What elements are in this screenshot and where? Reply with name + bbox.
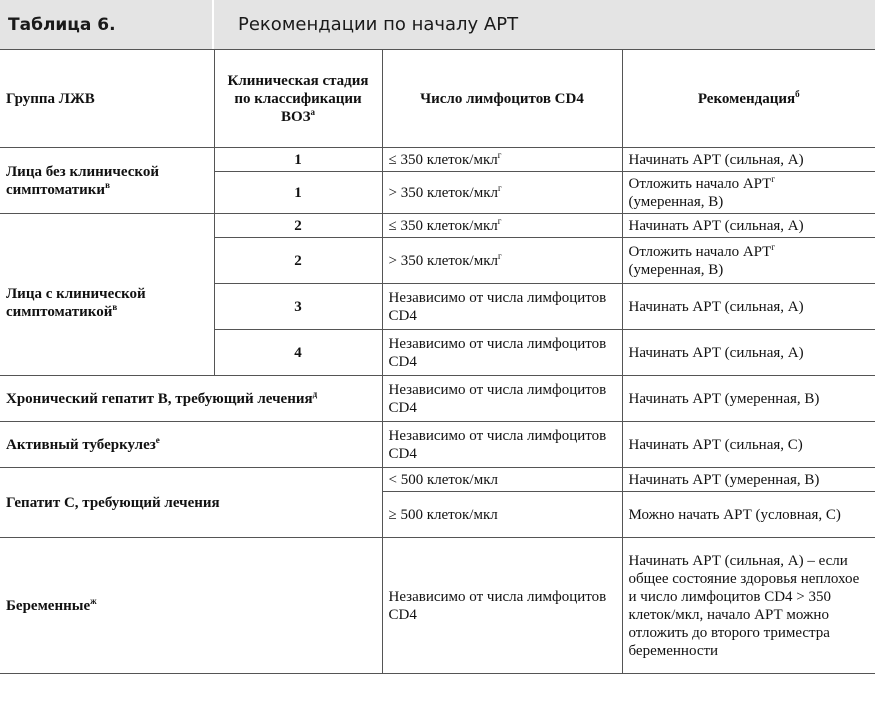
stage-cell: 3: [214, 284, 382, 330]
cd4-cell: Независимо от числа лимфоцитов CD4: [382, 422, 622, 468]
cd4-cell: > 350 клеток/мкл$^г$: [382, 238, 622, 284]
cd4-cell: Независимо от числа лимфоцитов CD4: [382, 284, 622, 330]
cd4-cell: Независимо от числа лимфоцитов CD4: [382, 376, 622, 422]
recommendation-cell: Начинать АРТ (сильная, А): [622, 214, 875, 238]
cd4-cell: Независимо от числа лимфоцитов CD4: [382, 330, 622, 376]
recommendation-cell: Можно начать АРТ (условная, С): [622, 492, 875, 538]
table-row: [0, 468, 875, 492]
group-tuberculosis: Активный туберкулез$^е$: [0, 422, 382, 468]
recommendation-cell: Начинать АРТ (сильная, А): [622, 330, 875, 376]
recommendation-cell: Начинать АРТ (сильная, А): [622, 148, 875, 172]
recommendation-cell: Начинать АРТ (умеренная, В): [622, 376, 875, 422]
cd4-cell: Независимо от числа лимфоцитов CD4: [382, 538, 622, 674]
group-hepatitis-c: Гепатит С, требующий лечения: [0, 468, 382, 538]
table-row: [0, 538, 875, 674]
table-title: Рекомендации по началу АРТ: [238, 14, 519, 35]
recommendation-cell: Отложить начало $АРТ^г$ (умеренная, В): [622, 238, 875, 284]
group-asymptomatic: Лица без клинической симптоматики$^в$: [0, 148, 214, 214]
stage-cell: 4: [214, 330, 382, 376]
table-row: [0, 214, 875, 238]
cd4-cell: > 350 клеток/мкл$^г$: [382, 172, 622, 214]
col-header-cd4: Число лимфоцитов CD4: [382, 50, 622, 148]
recommendation-cell: Начинать АРТ (сильная, С): [622, 422, 875, 468]
table-row: [0, 148, 875, 172]
recommendation-cell: Начинать АРТ (сильная, А): [622, 284, 875, 330]
table-row: [0, 376, 875, 422]
col-header-stage: Клиническая стадия по классификации $ВОЗ^а$: [214, 50, 382, 148]
table-number: Таблица 6.: [0, 0, 214, 49]
table-row: [0, 422, 875, 468]
group-hepatitis-b: Хронический гепатит В, требующий лечения$^д$: [0, 376, 382, 422]
col-header-recommendation: Рекомендация$^б$: [622, 50, 875, 148]
cd4-cell: ≤ 350 клеток/мкл$^г$: [382, 214, 622, 238]
art-recommendations-table: [0, 49, 875, 674]
recommendation-cell: Отложить начало $АРТ^г$ (умеренная, В): [622, 172, 875, 214]
table-header-bar: [0, 0, 875, 49]
stage-cell: 2: [214, 214, 382, 238]
group-symptomatic: Лица с клинической симптоматикой$^в$: [0, 214, 214, 376]
cd4-cell: < 500 клеток/мкл: [382, 468, 622, 492]
cd4-cell: ≥ 500 клеток/мкл: [382, 492, 622, 538]
stage-cell: 1: [214, 172, 382, 214]
group-pregnant: Беременные$^ж$: [0, 538, 382, 674]
recommendation-cell: Начинать АРТ (умеренная, В): [622, 468, 875, 492]
recommendation-cell: Начинать АРТ (сильная, А) – если общее состояние здоровья неплохое и число лимфоцитов CD4 > 350 клеток/мкл, начало АРТ можно отложить до второго триместра беременности: [622, 538, 875, 674]
column-header-row: [0, 50, 875, 148]
stage-cell: 2: [214, 238, 382, 284]
col-header-group: Группа ЛЖВ: [0, 50, 214, 148]
cd4-cell: ≤ 350 клеток/мкл$^г$: [382, 148, 622, 172]
stage-cell: 1: [214, 148, 382, 172]
